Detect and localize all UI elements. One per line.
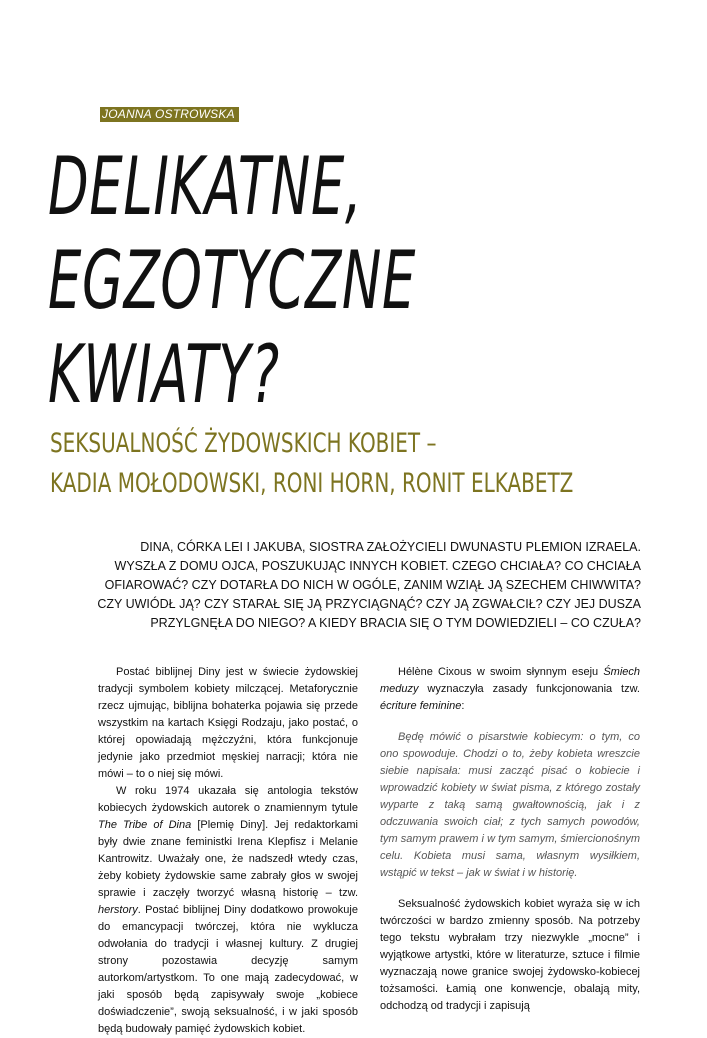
- body-text: . Postać biblijnej Diny dodatkowo prowokuje do emancypacji twórczej, która nie wyklucza odwołania do tradycji i własnej kultury. Z drugiej strony pozostawia decyzję samym autorkom/artystkom. To one mają zadecydować, w jaki sposób będą zapisywały swoje „kobiece doświadczenie”, swoją seksualność, i w jaki sposób będą budowały pamięć żydowskich kobiet.: [98, 904, 358, 1035]
- title-line: EGZOTYCZNE: [48, 234, 417, 327]
- lead-line: PRZYLGNĘŁA DO NIEGO? A KIEDY BRACIA SIĘ O TYM DOWIEDZIELI – CO CZUŁA?: [150, 616, 641, 630]
- term: écriture feminine: [380, 700, 462, 712]
- lead-line: OFIAROWAĆ? CZY DOTARŁA DO NICH W OGÓLE, ZANIM WZIĄŁ JĄ SZECHEM CHIWWITA?: [104, 578, 641, 592]
- body-text: W roku 1974 ukazała się antologia tekstów kobiecych żydowskich autorek o znamiennym tytule: [98, 785, 358, 814]
- title-line: DELIKATNE,: [48, 140, 363, 233]
- essay-title: Śmiech meduzy: [380, 666, 640, 695]
- book-title: The Tribe of Dina: [98, 819, 192, 831]
- body-paragraph: [98, 783, 358, 1038]
- lead-line: WYSZŁA Z DOMU OJCA, POSZUKUJĄC INNYCH KOBIET. CZEGO CHCIAŁA? CO CHCIAŁA: [114, 559, 641, 573]
- subtitle-line: KADIA MOŁODOWSKI, RONI HORN, RONIT ELKABETZ: [50, 468, 574, 499]
- lead-paragraph: [41, 538, 641, 633]
- subtitle-line: SEKSUALNOŚĆ ŻYDOWSKICH KOBIET –: [50, 428, 437, 459]
- body-text: :: [461, 700, 465, 712]
- article-subtitle: [50, 424, 573, 504]
- block-quote: Będę mówić o pisarstwie kobiecym: o tym, co ono spowoduje. Chodzi o to, żeby kobieta wreszcie siebie napisała: musi zacząć pisać o kobiecie i wprowadzić kobiety w świat pisma, z którego zostały wyparte z taką samą gwałtownością, jak i z odczuwania swoich ciał; z tych samych powodów, tym samym prawem i w tym samym, śmiercionośnym celu. Kobieta musi sama, własnym wysiłkiem, wstąpić w tekst – jak w świat i w historię.: [380, 731, 640, 879]
- lead-line: DINA, CÓRKA LEI I JAKUBA, SIOSTRA ZAŁOŻYCIELI DWUNASTU PLEMION IZRAELA.: [140, 540, 641, 554]
- body-paragraph: Seksualność żydowskich kobiet wyraża się w ich twórczości w bardzo zmienny sposób. Na potrzeby tego tekstu wybrałam trzy niezwykle „mocne” i wyjątkowe artystki, które w literaturze, sztuce i filmie wyznaczają nowe granice swojej żydowsko-kobiecej tożsamości. Łamią one konwencje, obalają mity, odchodzą od tradycji i zapisują: [380, 898, 640, 1012]
- body-text: [Plemię Diny]. Jej redaktorkami były dwie znane feministki Irena Klepfisz i Melanie Kantrowitz. Uważały one, że nadszedł wtedy czas, żeby kobiety żydowskie same zabrały głos w swojej sprawie i zaczęły tworzyć własną historię – tzw.: [98, 819, 358, 899]
- body-text: wyznaczyła zasady funkcjonowania tzw.: [418, 683, 640, 695]
- body-paragraph: Postać biblijnej Diny jest w świecie żydowskiej tradycji symbolem kobiety milczącej. Metaforycznie rzecz ujmując, biblijna bohaterka pojawia się przede wszystkim na kartach Księgi Rodzaju, jako postać, o której opowiadają mężczyźni, która funkcjonuje jedynie jako przedmiot męskiej narracji; która nie mówi – to o niej się mówi.: [98, 666, 358, 780]
- term: herstory: [98, 904, 138, 916]
- author-label: JOANNA OSTROWSKA: [100, 107, 239, 122]
- body-paragraph: [380, 664, 640, 715]
- body-text: Hélène Cixous w swoim słynnym eseju: [398, 666, 604, 678]
- body-column-left: [98, 664, 358, 1038]
- title-line: KWIATY?: [48, 328, 280, 421]
- body-column-right: [380, 664, 640, 1015]
- article-title: [48, 140, 416, 422]
- lead-line: CZY UWIÓDŁ JĄ? CZY STARAŁ SIĘ JĄ PRZYCIĄGNĄĆ? CZY JĄ ZGWAŁCIŁ? CZY JEJ DUSZA: [97, 597, 641, 611]
